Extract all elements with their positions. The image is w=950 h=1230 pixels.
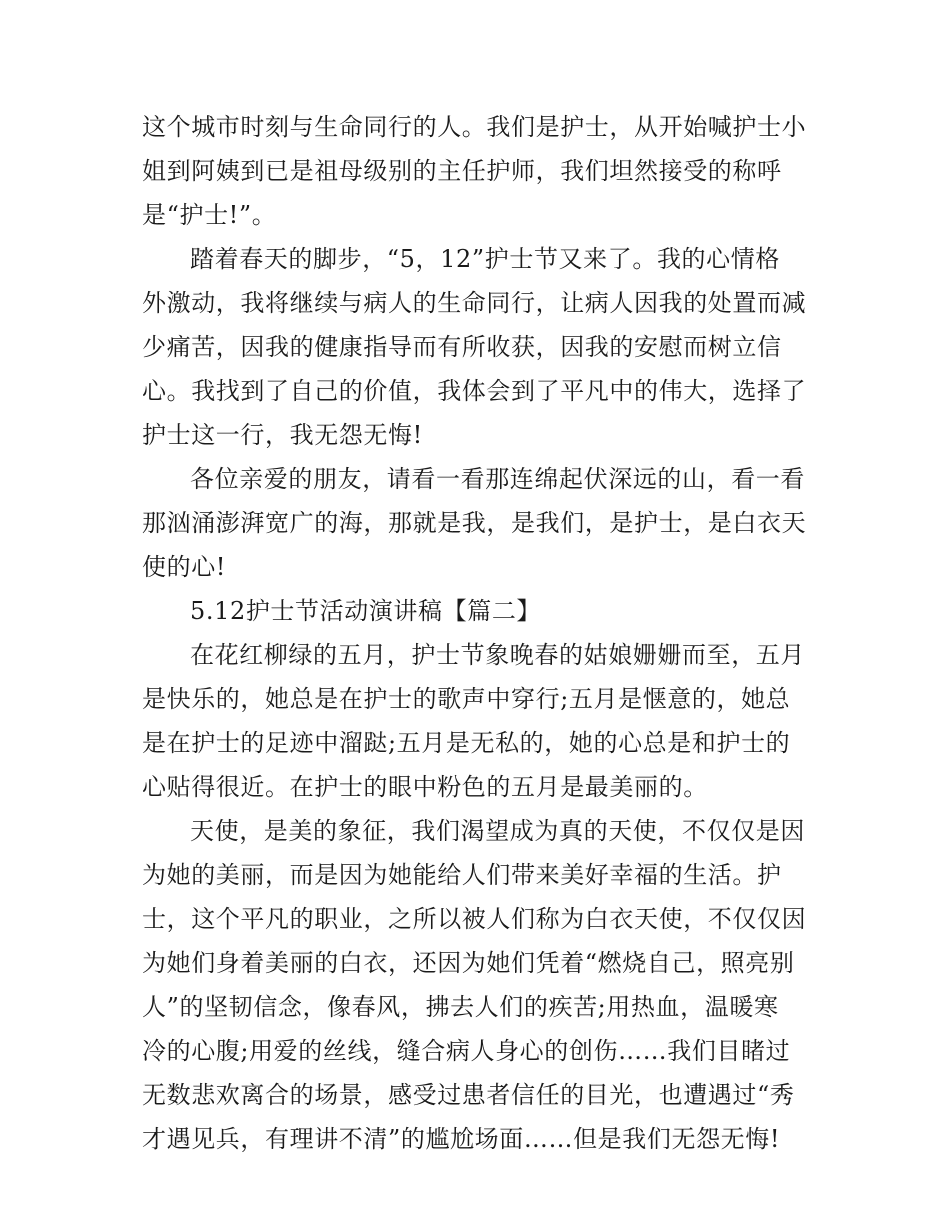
text-line: 无数悲欢离合的场景，感受过患者信任的目光，也遭遇过“秀 — [142, 1081, 795, 1109]
text-line: 天使，是美的象征，我们渴望成为真的天使，不仅仅是因 — [190, 817, 805, 845]
text-line: 冷的心腹;用爱的丝线，缝合病人身心的创伤……我们目睹过 — [142, 1037, 791, 1065]
text-line: 踏着春天的脚步，“5，12”护士节又来了。我的心情格 — [190, 245, 780, 273]
text-line: 心。我找到了自己的价值，我体会到了平凡中的伟大，选择了 — [142, 377, 807, 405]
text-line: 士，这个平凡的职业，之所以被人们称为白衣天使，不仅仅因 — [142, 905, 807, 933]
text-line: 在花红柳绿的五月，护士节象晚春的姑娘姗姗而至，五月 — [190, 641, 805, 669]
text-line: 人”的坚韧信念，像春风，拂去人们的疾苦;用热血，温暖寒 — [142, 993, 779, 1021]
text-line: 为她们身着美丽的白衣，还因为她们凭着“燃烧自己，照亮别 — [142, 949, 795, 977]
text-line: 护士这一行，我无怨无悔! — [142, 421, 423, 449]
text-line: 这个城市时刻与生命同行的人。我们是护士，从开始喊护士小 — [142, 113, 807, 141]
text-line: 才遇见兵，有理讲不清”的尴尬场面……但是我们无怨无悔! — [142, 1125, 781, 1153]
text-line: 少痛苦，因我的健康指导而有所收获，因我的安慰而树立信 — [142, 333, 782, 361]
text-line: 各位亲爱的朋友，请看一看那连绵起伏深远的山，看一看 — [190, 465, 805, 493]
section-heading: 5.12护士节活动演讲稿【篇二】 — [190, 597, 542, 625]
text-line: 姐到阿姨到已是祖母级别的主任护师，我们坦然接受的称呼 — [142, 157, 782, 185]
text-line: 外激动，我将继续与病人的生命同行，让病人因我的处置而减 — [142, 289, 807, 317]
text-line: 是在护士的足迹中溜跶;五月是无私的，她的心总是和护士的 — [142, 729, 791, 757]
text-line: 是“护士!”。 — [142, 201, 277, 229]
text-line: 心贴得很近。在护士的眼中粉色的五月是最美丽的。 — [142, 773, 708, 801]
text-line: 是快乐的，她总是在护士的歌声中穿行;五月是惬意的，她总 — [142, 685, 791, 713]
text-line: 使的心! — [142, 553, 227, 581]
text-line: 那汹涌澎湃宽广的海，那就是我，是我们，是护士，是白衣天 — [142, 509, 807, 537]
text-line: 为她的美丽，而是因为她能给人们带来美好幸福的生活。护 — [142, 861, 782, 889]
